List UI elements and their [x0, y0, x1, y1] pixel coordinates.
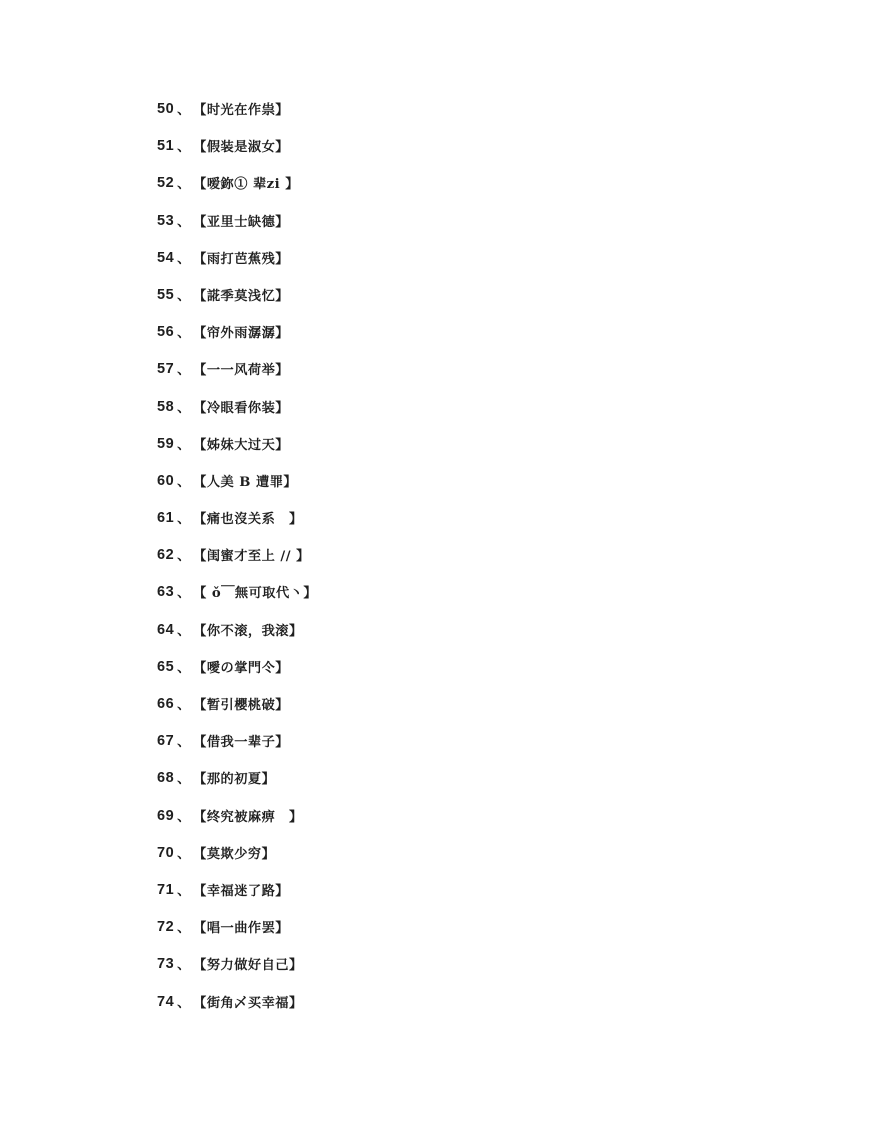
list-item-number: 70: [157, 844, 175, 861]
list-item-separator: 、: [177, 846, 191, 862]
list-item: [157, 399, 886, 436]
list-item-title: 【莫欺少穷】: [193, 846, 276, 862]
list-item-separator: 、: [177, 400, 191, 416]
list-item: [157, 956, 886, 993]
list-item-number: 50: [157, 101, 175, 117]
list-item-title: 【一一风荷举】: [193, 363, 289, 379]
list-item-separator: 、: [177, 883, 191, 899]
list-item-title: 【假装是淑女】: [193, 140, 289, 156]
list-item: [157, 175, 886, 212]
list-item-title: 【亚里士缺德】: [193, 214, 289, 230]
list-item-number: 74: [157, 993, 175, 1010]
list-item-number: 73: [157, 956, 175, 973]
list-item: [157, 138, 886, 175]
list-item-title: 【借我一辈子】: [193, 735, 289, 751]
list-item: [157, 622, 886, 659]
list-item: [157, 473, 886, 510]
list-item-separator: 、: [177, 549, 191, 565]
list-item-number: 62: [157, 547, 175, 564]
list-item-separator: 、: [177, 772, 191, 788]
list-item: [157, 994, 886, 1031]
list-item-separator: 、: [177, 214, 191, 230]
list-item: [157, 770, 886, 807]
list-item-title: 【痛也沒关系 】: [193, 512, 303, 528]
list-item: [157, 287, 886, 324]
list-item-separator: 、: [177, 474, 191, 490]
list-item-separator: 、: [177, 586, 191, 602]
list-item: [157, 733, 886, 770]
list-item-number: 54: [157, 249, 175, 266]
list-item-separator: 、: [177, 958, 191, 974]
list-item-number: 52: [157, 175, 175, 192]
list-item-number: 69: [157, 807, 175, 824]
list-item: [157, 361, 886, 398]
list-item-title: 【街角乄买幸福】: [193, 995, 303, 1011]
list-item: [157, 436, 886, 473]
list-item-separator: 、: [177, 288, 191, 304]
list-item: [157, 213, 886, 250]
list-item-separator: 、: [177, 177, 191, 193]
list-item-number: 51: [157, 138, 175, 155]
list-item-number: 67: [157, 733, 175, 750]
list-item-title: 【噯の掌門仒】: [193, 660, 289, 676]
list-item-number: 72: [157, 919, 175, 936]
list-item-number: 71: [157, 881, 175, 898]
list-item-number: 53: [157, 212, 175, 229]
list-item-title: 【唱一曲作罢】: [193, 921, 289, 937]
list-item-separator: 、: [177, 921, 191, 937]
list-item: [157, 324, 886, 361]
list-item-separator: 、: [177, 735, 191, 751]
list-item: [157, 845, 886, 882]
list-item: [157, 882, 886, 919]
list-item-separator: 、: [177, 660, 191, 676]
list-item-number: 59: [157, 435, 175, 452]
list-item-separator: 、: [177, 103, 191, 118]
list-item: [157, 584, 886, 621]
list-item-title: 【时光在作祟】: [193, 103, 289, 118]
list-item: [157, 250, 886, 287]
list-item-separator: 、: [177, 698, 191, 713]
list-item: [157, 808, 886, 845]
list-item-title: 【幸福迷了路】: [193, 883, 289, 899]
list-item-separator: 、: [177, 251, 191, 267]
list-item-number: 66: [157, 696, 175, 712]
list-item-separator: 、: [177, 995, 191, 1011]
numbered-name-list: [157, 101, 886, 1031]
list-item-separator: 、: [177, 809, 191, 825]
list-item-title: 【终究被麻痹 】: [193, 809, 303, 825]
list-item: [157, 547, 886, 584]
list-item-title: 【雨打芭蕉残】: [193, 251, 289, 267]
list-item-number: 63: [157, 584, 175, 601]
list-item-separator: 、: [177, 623, 191, 639]
list-item-title: 【誮季莫浅忆】: [193, 288, 289, 304]
list-item-number: 60: [157, 472, 175, 489]
list-item-title: 【暂引櫻桃破】: [193, 698, 289, 713]
list-item-title: 【冷眼看你装】: [193, 400, 289, 416]
list-item-number: 61: [157, 510, 175, 527]
list-item-number: 56: [157, 324, 175, 341]
list-item-separator: 、: [177, 140, 191, 156]
list-item: [157, 919, 886, 956]
list-item-number: 55: [157, 286, 175, 303]
list-item-title: 【闺蜜才至上 // 】: [193, 549, 310, 565]
list-item-separator: 、: [177, 363, 191, 379]
list-item-number: 58: [157, 398, 175, 415]
list-item-title: 【嗳鉨① 辈zi 】: [193, 177, 299, 193]
list-item-title: 【姊妹大过天】: [193, 437, 289, 453]
list-item-title: 【那的初夏】: [193, 772, 276, 788]
list-item-number: 68: [157, 770, 175, 787]
list-item-title: 【努力做好自己】: [193, 958, 303, 974]
list-item-title: 【帘外雨潺潺】: [193, 326, 289, 342]
list-item-separator: 、: [177, 512, 191, 528]
list-item: [157, 659, 886, 696]
list-item-number: 65: [157, 658, 175, 675]
list-item-title: 【你不滚，我滚】: [193, 623, 303, 639]
list-item-number: 57: [157, 361, 175, 378]
list-item: [157, 101, 886, 138]
list-item-title: 【人美 B 遭罪】: [193, 474, 298, 490]
list-item-separator: 、: [177, 437, 191, 453]
list-item: [157, 696, 886, 733]
list-item: [157, 510, 886, 547]
list-item-title: 【 ǒ￣無可取代丶】: [193, 586, 318, 602]
list-item-number: 64: [157, 621, 175, 638]
list-item-separator: 、: [177, 326, 191, 342]
